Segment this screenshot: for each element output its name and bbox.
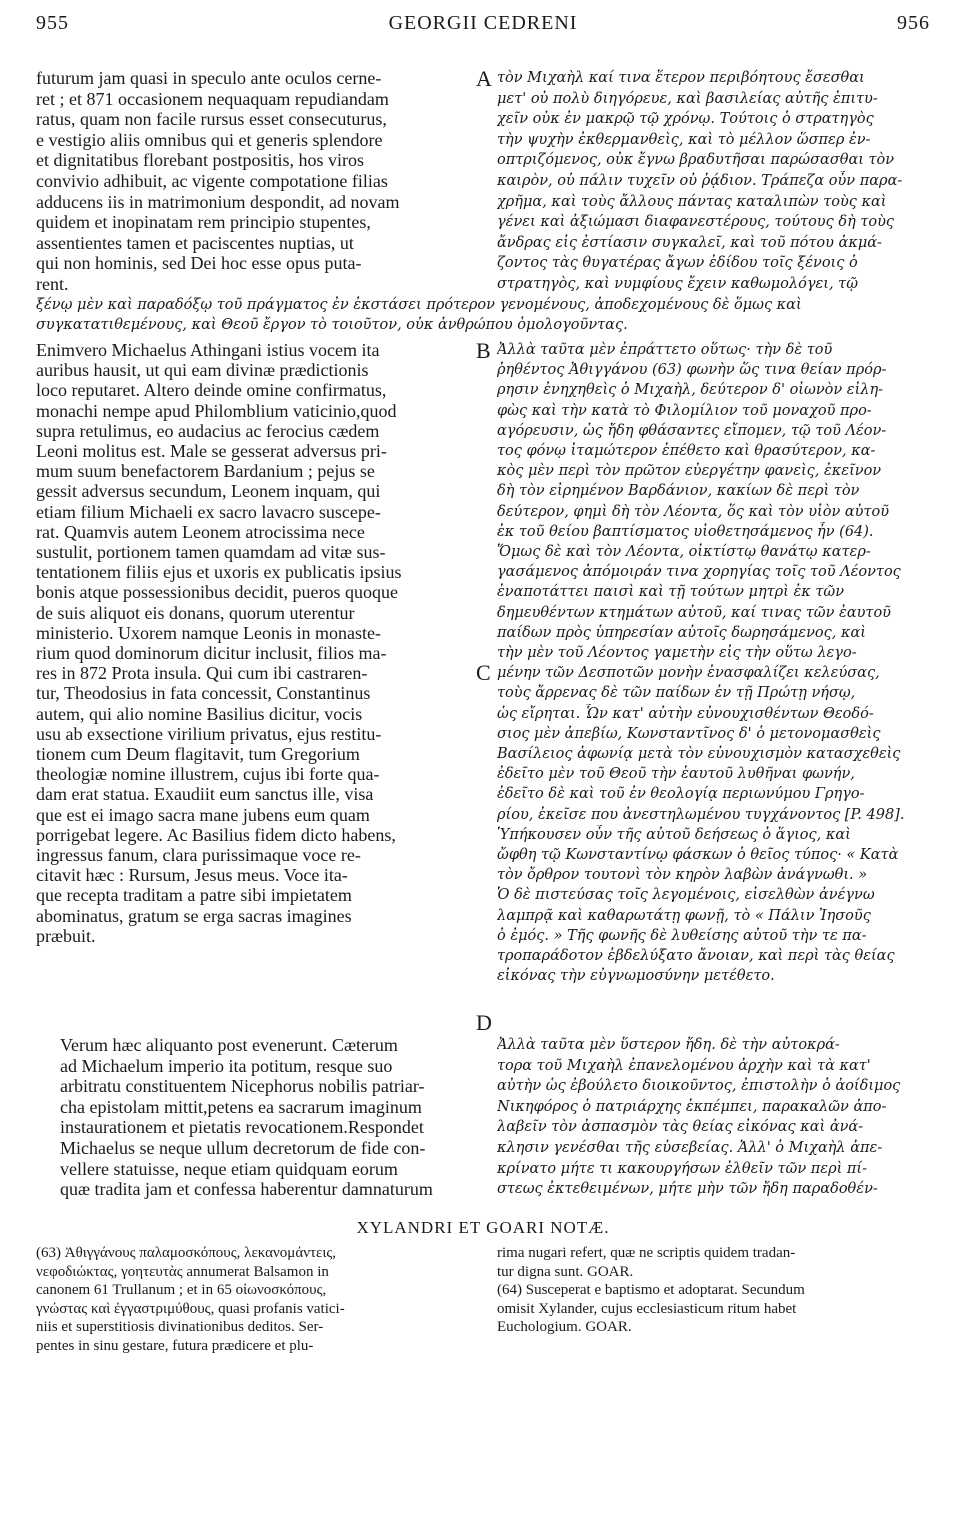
- text-line: τὸν ὄρθρον τουτονὶ τὸν κηρὸν λαβὼν ἀνάγνωθι. »: [497, 867, 868, 884]
- greek-column-b: [497, 340, 937, 986]
- text-line: καιρὸν, οὐ πάλιν τυχεῖν οὐ ῥᾴδιον. Τράπεζα οὖν παρα-: [497, 173, 903, 189]
- text-line: χρῆμα, καὶ τοὺς ἄλλους πάντας καταλιπὼν τοὺς καὶ: [497, 193, 887, 210]
- text-line: ἐδεῖτο δὲ καὶ τοῦ ἐν θεολογίᾳ περιωνύμου Γρηγο-: [497, 786, 865, 803]
- notes-right-column: [497, 1244, 937, 1337]
- margin-mark-c: C: [476, 660, 491, 685]
- text-line: τος φόνῳ ἰταμώτερον ἐπέθετο καὶ θρασύτερον, κα-: [497, 443, 876, 459]
- text-line: convivio adhibuit, ac vigente compotatione filias: [36, 171, 388, 191]
- notes-title: XYLANDRI ET GOARI NOTÆ.: [356, 1218, 610, 1237]
- greek-column-a: [497, 68, 937, 295]
- text-line: niis et superstitiosis divinationibus deditos. Ser-: [36, 1319, 324, 1335]
- text-line: tentationem filiis ejus et uxoris ex publicatis ipsius: [36, 562, 402, 583]
- text-line: autem, qui alio nomine Basilius dicitur, vocis: [36, 703, 363, 724]
- right-page-number: 956: [897, 12, 930, 34]
- text-line: σιος μὲν ἀπεβίω, Κωνσταντῖνος δ' ὁ μετονομασθεὶς: [497, 725, 881, 742]
- text-line: quæ tradita jam et confessa haberentur damnaturum: [60, 1179, 433, 1200]
- text-line: rima nugari refert, quæ ne scriptis quidem tradan-: [497, 1245, 796, 1261]
- text-line: Νικηφόρος ὁ πατριάρχης ἐκπέμπει, παρακαλῶν ἀπο-: [497, 1098, 887, 1115]
- text-line: auribus hausit, ut qui eam divinæ prædictionis: [36, 360, 369, 381]
- text-line: usu ab exsectione virilium privatus, ejus restitu-: [36, 723, 382, 744]
- text-line: Βασίλειος ἀφωνίᾳ μετὰ τὸν εὐνουχισμὸν κατασχεθεὶς: [497, 746, 901, 762]
- text-line: στεως ἐκτεθειμένων, μήτε μὴν τῶν ἤδη παραδοθέν-: [497, 1181, 878, 1198]
- text-line: οπτριζόμενος, οὐκ ἔγνω βραδυτῆσαι παρώσασθαι τὸν: [497, 152, 895, 169]
- text-line: sustulit, portionem tamen quamdam ad vitæ sus-: [36, 542, 386, 562]
- text-line: etiam filium Michaeli ex sacro lavacro suscepe-: [36, 501, 381, 522]
- text-line: (64) Susceperat e baptismo et adoptarat. Secundum: [497, 1282, 805, 1298]
- text-line: παίδων πρὸς ὑπηρεσίαν αὐτοῖς δωρησάμενος, καὶ: [497, 624, 866, 641]
- text-line: τὴν ψυχὴν ἐκθερμανθεὶς, καὶ τὸ μέλλον ὥσπερ ἐν-: [497, 131, 871, 148]
- text-line: Ὅμως δὲ καὶ τὸν Λέοντα, οἰκτίστῳ θανάτῳ κατερ-: [497, 544, 871, 560]
- text-line: τοὺς ἄρρενας δὲ τῶν παίδων ἐν τῇ Πρώτῃ νήσῳ,: [497, 685, 856, 702]
- text-line: e vestigio aliis omnibus qui et generis splendore: [36, 129, 383, 150]
- text-line: στρατηγὸς, καὶ νυμφίους ἔχειν καθωμολόγει, τῷ: [497, 276, 859, 292]
- text-line: δημευθέντων κτημάτων αὐτοῦ, καί τινας τῶν ἑαυτοῦ: [497, 604, 891, 621]
- running-header: [0, 12, 966, 42]
- text-line: adducens iis in matrimonium despondit, ad novam: [36, 191, 400, 212]
- text-line: ingressus fanum, clara purissimaque voce re-: [36, 845, 361, 865]
- text-line: λαμπρᾷ καὶ καθαρωτάτῃ φωνῇ, τὸ « Πάλιν Ἰησοῦς: [497, 907, 871, 924]
- text-line: Ὁ δὲ πιστεύσας τοῖς λεγομένοις, εἰσελθὼν ἀνέγνω: [497, 887, 875, 904]
- text-line: Michaelus se neque ullum decretorum de fide con-: [60, 1138, 426, 1158]
- text-line: instaurationem et pietatis revocationem.Respondet: [60, 1117, 424, 1138]
- text-line: mum suum benefactorem Bardanium ; pejus se: [36, 461, 375, 482]
- text-line: χεῖν οὐκ ἐν μακρῷ τῷ χρόνῳ. Τούτοις ὁ στρατηγὸς: [497, 111, 874, 128]
- text-line: Enimvero Michaelus Athingani istius vocem ita: [36, 340, 380, 360]
- text-line: ρίου, ἐκεῖσε που ἀνεστηλωμένου τυγχάνοντος [P. 498].: [497, 806, 905, 823]
- text-line: φὼς καὶ τὴν κατὰ τὸ Φιλομίλιον τοῦ μοναχοῦ προ-: [497, 402, 872, 419]
- text-line: μένην τῶν Δεσποτῶν μονὴν ἐνασφαλίζει κελεύσας,: [497, 665, 880, 682]
- text-line: arbitratu constituentem Nicephorus nobilis patriar-: [60, 1076, 425, 1097]
- text-line: ἐναποτάττει παισὶ καὶ τῇ τούτων μητρὶ ἐκ τῶν: [497, 584, 845, 601]
- text-line: τὴν μὲν τοῦ Λέοντος γαμετὴν εἰς τὴν οὕτω λεγο-: [497, 645, 857, 661]
- text-line: bonis atque possessionibus decidit, pueros quoque: [36, 582, 398, 603]
- margin-mark-d: D: [476, 1010, 492, 1035]
- text-line: κὸς μὲν περὶ τὸν πρῶτον εὐεργέτην φανεὶς, ἐκεῖνον: [497, 463, 882, 480]
- text-line: ἐδεῖτο μὲν τοῦ Θεοῦ τὴν ἑαυτοῦ λυθῆναι φωνήν,: [497, 766, 855, 783]
- latin-column-b: [36, 340, 474, 946]
- text-line: tionem cum Deum flagitavit, tum Gregorium: [36, 744, 360, 764]
- text-line: ἐκ τοῦ θείου βαπτίσματος υἱοθετησάμενος ἦν (64).: [497, 523, 874, 540]
- text-line: ἄνδρας εἰς ἑστίασιν συγκαλεῖ, καὶ τοῦ πότου ἀκμά-: [497, 234, 882, 251]
- text-line: rat. Quamvis autem Leonem atrocissima nece: [36, 521, 365, 542]
- text-line: ministerio. Uxorem namque Leonis in monaste-: [36, 622, 381, 643]
- text-line: Leoni molitus est. Male se gesserat adversus pri-: [36, 441, 387, 461]
- latin-column-d: [60, 1035, 474, 1200]
- text-line: μετ' οὐ πολὺ διηγόρευε, καὶ βασιλείας αὐτῆς ἐπιτυ-: [497, 90, 878, 107]
- text-line: αγόρευσιν, ὡς ἤδη φθάσαντες εἴπομεν, τῷ τοῦ Λέον-: [497, 422, 887, 439]
- text-line: τὸν Μιχαὴλ καί τινα ἕτερον περιβόητους ἔσεσθαι: [497, 70, 865, 86]
- text-line: de suis aliquot eis donans, quorum uterentur: [36, 602, 355, 623]
- text-line: gessit adversus secundum, Leonem inquam, qui: [36, 481, 381, 502]
- text-line: cha epistolam mittit,petens ea sacrarum imaginum: [60, 1096, 422, 1117]
- text-line: res in 872 Prota insula. Qui cum ibi castraren-: [36, 663, 368, 684]
- text-line: αὐτὴν ὡς ἐβούλετο διοικοῦντος, ἐπιστολὴν ὁ ἀοίδιμος: [497, 1078, 901, 1095]
- text-line: Ἀλλὰ ταῦτα μὲν ἐπράττετο οὕτως· τὴν δὲ τοῦ: [497, 342, 833, 358]
- text-line: Ὑπήκουσεν οὖν τῆς αὐτοῦ δεήσεως ὁ ἅγιος, καὶ: [497, 826, 851, 843]
- text-line: ὡς εἴρηται. Ὧν κατ' αὐτὴν εὐνουχισθέντων Θεοδό-: [497, 705, 874, 722]
- text-line: monachi nempe apud Philomblium vaticinio,quod: [36, 400, 397, 421]
- text-line: νεφοδιώκτας, γοητευτὰς annumerat Balsamon in: [36, 1263, 329, 1280]
- text-line: porrigebat legere. Ac Basilius fidem dicto habens,: [36, 824, 396, 845]
- text-line: ξένῳ μὲν καὶ παραδόξῳ τοῦ πράγματος ἐν ἐκστάσει πρότερον γενομένους, ἀποδεχομένους δὲ ὅμως καὶ: [36, 297, 802, 313]
- text-line: que recepta traditam a patre sibi impietatem: [36, 885, 352, 906]
- text-line: tur digna sunt. GOAR.: [497, 1263, 634, 1280]
- text-line: supra retulimus, eo audacius ac ferocius cædem: [36, 420, 380, 441]
- text-line: Ἀλλὰ ταῦτα μὲν ὕστερον ἤδη. δὲ τὴν αὐτοκρά-: [497, 1037, 840, 1053]
- text-line: canonem 61 Trullanum ; et in 65 οἰωνοσκόπους,: [36, 1282, 327, 1298]
- text-line: γνώστας καὶ ἐγγαστριμύθους, quasi profanis vatici-: [36, 1300, 345, 1317]
- text-line: præbuit.: [36, 925, 96, 946]
- text-line: γένει καὶ ἀξιώμασι διαφανεστέρους, τούτους δὴ τοὺς: [497, 214, 895, 231]
- text-line: ad Michaelum imperio ita potitum, resque suo: [60, 1055, 393, 1076]
- text-line: κρίνατο μήτε τι κακουργήσων ἐλθεῖν τῶν περὶ πί-: [497, 1160, 868, 1177]
- text-line: dam erat statua. Exaudiit eum sanctus ille, visa: [36, 784, 374, 805]
- text-line: qui non hominis, sed Dei hoc esse opus puta-: [36, 253, 362, 274]
- text-line: εἰκόνας τὴν εὐγνωμοσύνην μετέθετο.: [497, 968, 775, 985]
- text-line: τορα τοῦ Μιχαὴλ ἐπανελομένου ἀρχὴν καὶ τὰ κατ': [497, 1057, 871, 1074]
- latin-column-a: [36, 68, 474, 295]
- text-line: δὴ τὸν εἰρημένον Βαρδάνιον, κακίων δὲ περὶ τὸν: [497, 483, 860, 500]
- greek-column-d: [497, 1035, 937, 1200]
- text-line: theologiæ nomine illustrem, cujus ibi forte qua-: [36, 764, 380, 785]
- text-line: γασάμενος ἀπόμοιράν τινα χορηγίας τοῖς τοῦ Λέοντος: [497, 564, 901, 581]
- text-line: vellere statuisse, neque etiam quidquam eorum: [60, 1158, 398, 1179]
- text-line: quidem et inopinatam rem principio stupentes,: [36, 212, 371, 233]
- text-line: τροπαράδοτον ἐβδελύξατο ἄνοιαν, καὶ περὶ τὰς θείας: [497, 948, 895, 964]
- notes-left-column: [36, 1244, 474, 1355]
- text-line: λαβεῖν τὸν ἀσπασμὸν τὰς θείας εἰκόνας καὶ ἀνά-: [497, 1119, 864, 1136]
- greek-full-width: [36, 295, 936, 335]
- text-line: ρησιν ἐνηχηθεὶς ὁ Μιχαὴλ, δεύτερον δ' οἰωνὸν εἰλη-: [497, 382, 884, 399]
- text-line: ζοντος τὰς θυγατέρας ἄγων ἐδίδου τοῖς ξένοις ὁ: [497, 255, 858, 272]
- text-line: Verum hæc aliquanto post evenerunt. Cæterum: [60, 1035, 398, 1055]
- text-line: et dignitatibus florebant postpositis, hos viros: [36, 150, 364, 171]
- left-page-number: 955: [36, 12, 69, 34]
- text-line: Euchologium. GOAR.: [497, 1319, 632, 1335]
- text-line: citavit hæc : Rursum, Jesus meus. Voce ita-: [36, 865, 348, 886]
- text-line: ret ; et 871 occasionem nequaquam repudiandam: [36, 88, 389, 109]
- text-line: que est ei imago sacra mane jubens eum quam: [36, 804, 370, 825]
- text-line: ὤφθη τῷ Κωνσταντίνῳ φάσκων ὁ θεῖος τύπος· « Κατὰ: [497, 847, 899, 863]
- text-line: δεύτερον, φημὶ δὴ τὸν Λέοντα, ὅς καὶ τὸν υἱὸν αὐτοῦ: [497, 503, 890, 520]
- text-line: assentientes tamen et paciscentes nuptias, ut: [36, 232, 354, 253]
- margin-mark-a: A: [476, 66, 492, 91]
- text-line: abominatus, gratum se erga sacras imagines: [36, 905, 352, 926]
- text-line: pentes in sinu gestare, futura prædicere et plu-: [36, 1337, 314, 1354]
- text-line: ratus, quam non facile rursus esset consecuturus,: [36, 109, 387, 130]
- text-line: rium quod dominorum dicitur inclusit, filios ma-: [36, 643, 387, 663]
- text-line: ῥηθέντος Ἀθιγγάνου (63) φωνὴν ὥς τινα θείαν πρόρ-: [497, 362, 887, 379]
- text-line: futurum jam quasi in speculo ante oculos cerne-: [36, 68, 382, 88]
- text-line: κλησιν γενέσθαι τῆς εὐσεβείας. Ἀλλ' ὁ Μιχαὴλ ἀπε-: [497, 1140, 883, 1156]
- margin-mark-b: B: [476, 338, 491, 363]
- text-line: συγκατατιθεμένους, καὶ Θεοῦ ἔργον τὸ τοιοῦτον, οὐκ ἀνθρώπου ὁμολογοῦντας.: [36, 317, 628, 333]
- text-line: rent.: [36, 274, 69, 294]
- text-line: tur, Theodosius in fata concessit, Constantinus: [36, 683, 371, 704]
- text-line: omisit Xylander, cujus ecclesiasticum ritum habet: [497, 1300, 797, 1317]
- running-title: GEORGII CEDRENI: [388, 12, 578, 34]
- text-line: loco reputaret. Altero deinde omine confirmatus,: [36, 380, 387, 401]
- text-line: ὁ ἐμός. » Τῆς φωνῆς δὲ λυθείσης αὐτοῦ τὴν τε πα-: [497, 927, 867, 944]
- text-line: (63) Ἀθιγγάνους παλαμοσκόπους, λεκανομάντεις,: [36, 1245, 337, 1261]
